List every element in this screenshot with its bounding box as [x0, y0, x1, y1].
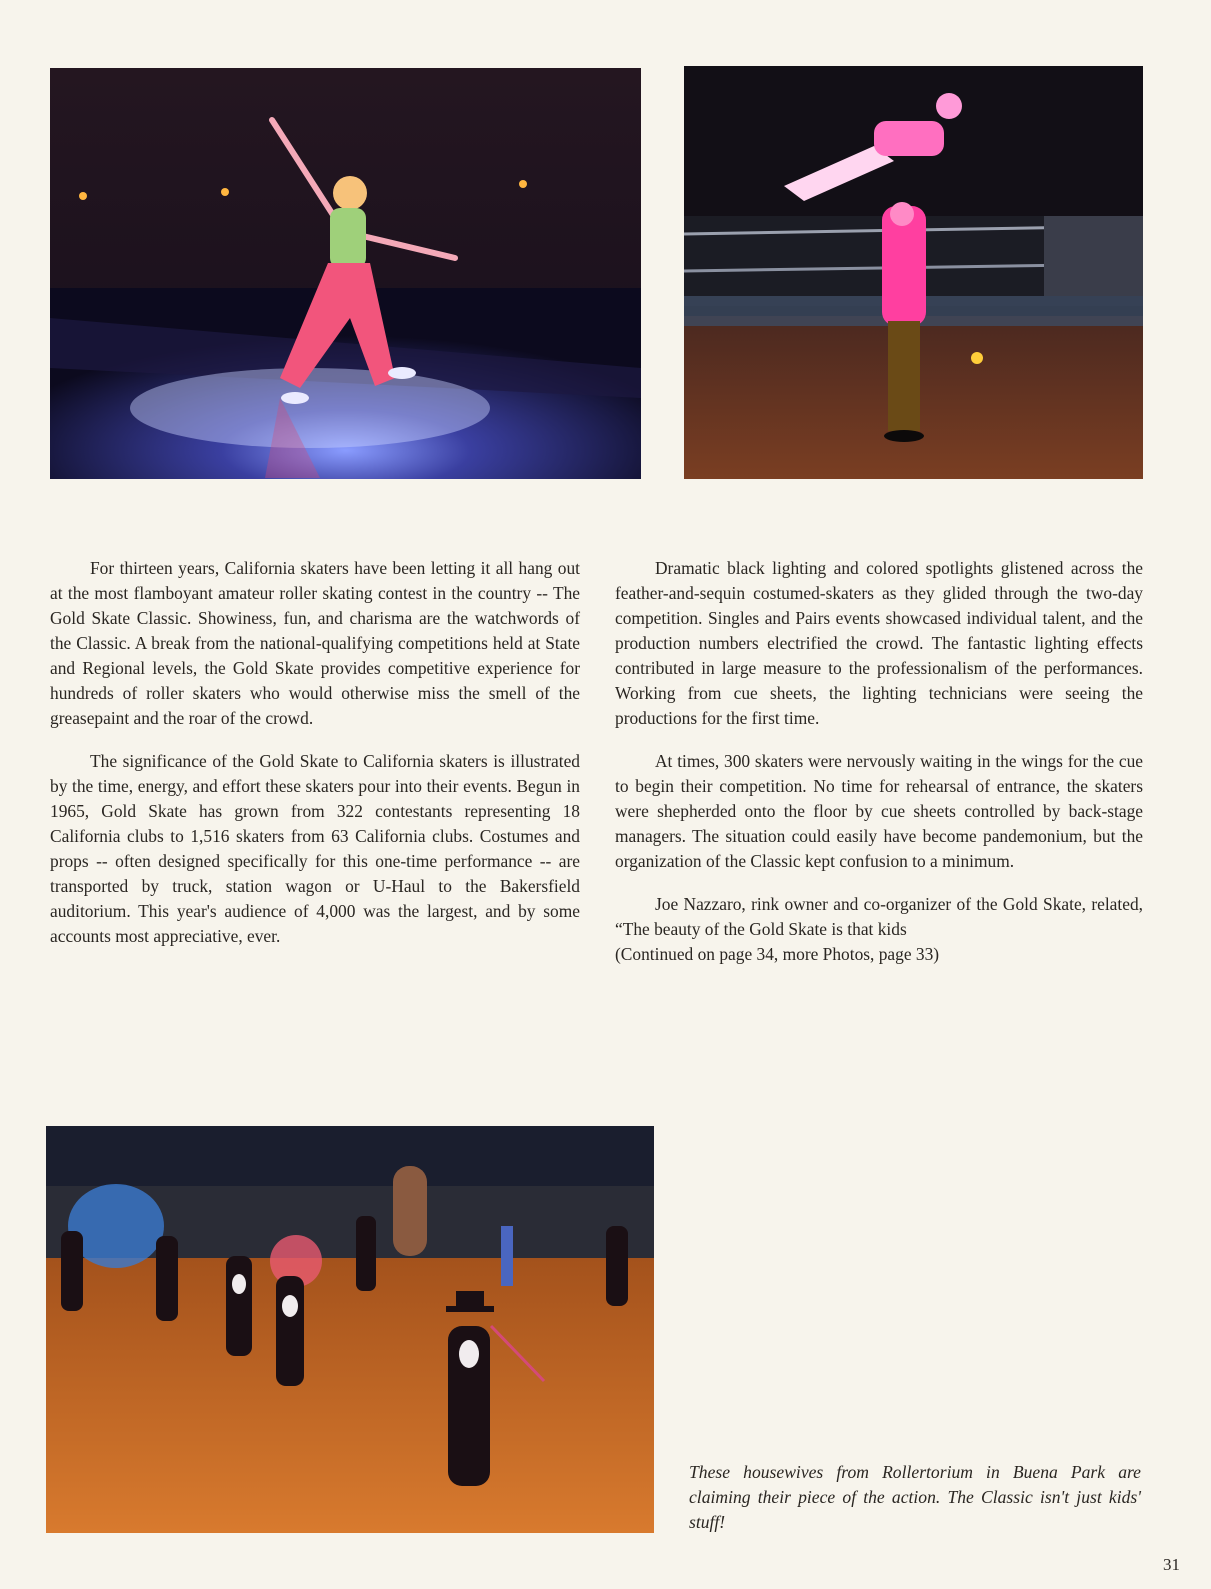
article-column-right	[615, 556, 1143, 985]
article-paragraph: At times, 300 skaters were nervously waiting in the wings for the cue to begin their competition. No time for rehearsal of entrance, the skaters were shepherded onto the floor by cue sheets controlled by back-stage managers. The situation could easily have become pandemonium, but the organization of the Classic kept confusion to a minimum.	[615, 751, 1143, 871]
article-column-left	[50, 556, 580, 967]
photo-solo-skater	[50, 68, 641, 479]
photo-caption: These housewives from Rollertorium in Buena Park are claiming their piece of the action. The Classic isn't just kids' stuff!	[689, 1462, 1141, 1532]
article-paragraph: Dramatic black lighting and colored spotlights glistened across the feather-and-sequin costumed-skaters as they glided through the two-day competition. Singles and Pairs events showcased individual talent, and the production numbers electrified the crowd. The fantastic lighting effects contributed in large measure to the professionalism of the performances. Working from cue sheets, the lighting technicians were seeing the productions for the first time.	[615, 558, 1143, 728]
page-number: 31	[1163, 1555, 1180, 1574]
article-paragraph: For thirteen years, California skaters have been letting it all hang out at the most flamboyant amateur roller skating contest in the country -- The Gold Skate Classic. Showiness, fun, and charisma are the watchwords of the Classic. A break from the national-qualifying competitions held at State and Regional levels, the Gold Skate provides competitive experience for hundreds of roller skaters who would otherwise miss the smell of the greasepaint and the roar of the crowd.	[50, 558, 580, 728]
article-paragraph: Joe Nazzaro, rink owner and co-organizer of the Gold Skate, related, “The beauty of the Gold Skate is that kids	[615, 894, 1143, 939]
continuation-note: (Continued on page 34, more Photos, page 33)	[615, 944, 940, 964]
photo-housewives-group	[46, 1126, 654, 1533]
article-paragraph: The significance of the Gold Skate to California skaters is illustrated by the time, energy, and effort these skaters pour into their events. Begun in 1965, Gold Skate has grown from 322 contestants representing 18 California clubs to 1,516 skaters from 63 California clubs. Costumes and props -- often designed specifically for this one-time performance -- are transported by truck, station wagon or U-Haul to the Bakersfield auditorium. This year's audience of 4,000 was the largest, and by some accounts most appreciative, ever.	[50, 751, 580, 946]
photo-pairs-skaters	[684, 66, 1143, 479]
